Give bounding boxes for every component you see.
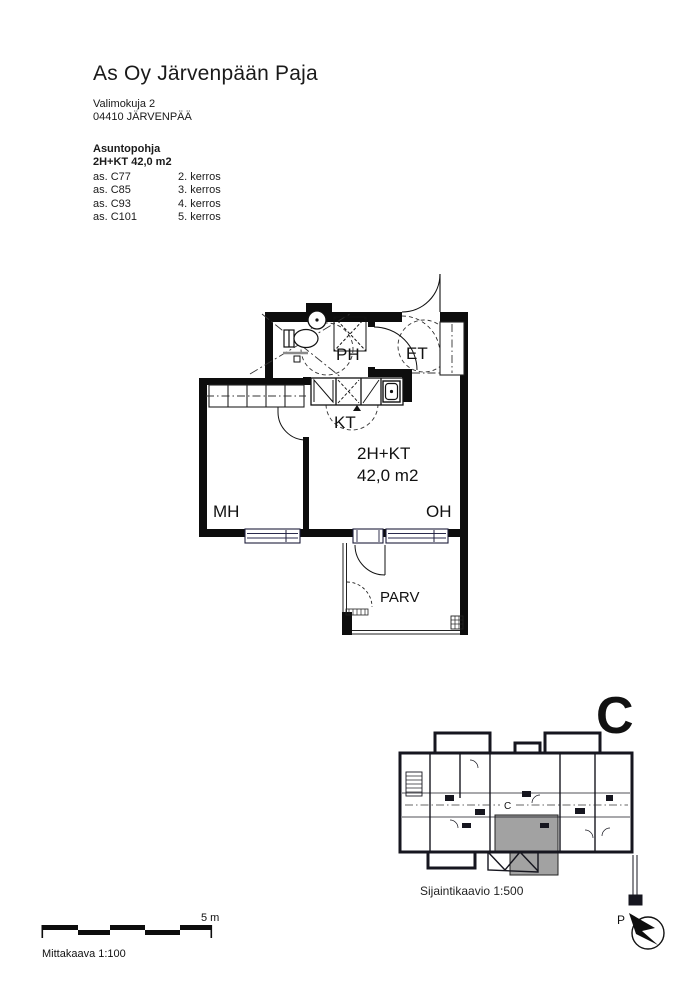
washbasin-icon <box>308 311 326 329</box>
unit-row <box>93 211 221 224</box>
room-label-entry: ET <box>406 344 428 363</box>
floor-plan <box>193 268 478 646</box>
stairwell-marker: C <box>504 801 512 812</box>
scale-bar-segments <box>42 925 213 938</box>
bedroom-window <box>245 529 300 543</box>
north-label: P <box>617 913 626 927</box>
site-diagram <box>385 690 660 915</box>
unit-row <box>93 184 221 197</box>
balcony-door-panel <box>353 529 383 543</box>
room-label-living: OH <box>426 502 452 521</box>
outlet-symbol <box>353 405 361 411</box>
right-wall <box>629 855 642 905</box>
floor-drain-icon <box>294 356 300 362</box>
scale-bar-caption: Mittakaava 1:100 <box>42 948 126 960</box>
area-label: 42,0 m2 <box>357 466 419 485</box>
room-label-bathroom: PH <box>336 345 360 364</box>
section-label: Asuntopohja <box>93 143 161 155</box>
unit-floor: 5. kerros <box>178 211 221 224</box>
unit-floor: 2. kerros <box>178 171 221 183</box>
unit-floor: 3. kerros <box>178 184 221 197</box>
unit-id: as. C93 <box>93 197 131 210</box>
scale-bar <box>38 905 223 960</box>
unit-row <box>93 198 221 211</box>
address-line-1: Valimokuja 2 <box>93 98 156 110</box>
wardrobe-row <box>206 385 306 407</box>
unit-id: as. C85 <box>93 184 131 197</box>
kitchen-counter <box>311 378 403 405</box>
room-label-kitchen: KT <box>334 413 356 432</box>
unit-id: as. C101 <box>93 211 138 224</box>
room-label-balcony: PARV <box>380 589 420 606</box>
entrance-door <box>402 274 440 354</box>
unit-id: as. C77 <box>93 171 131 183</box>
site-diagram-caption: Sijaintikaavio 1:500 <box>420 884 524 898</box>
page-title: As Oy Järvenpään Paja <box>93 62 318 85</box>
room-label-bedroom: MH <box>213 502 240 521</box>
toilet-icon <box>284 330 318 348</box>
apartment-type: 2H+KT 42,0 m2 <box>93 156 172 168</box>
unit-row <box>93 171 221 184</box>
apartment-label: 2H+KT <box>357 444 411 463</box>
building-letter: C <box>596 690 634 745</box>
unit-list <box>93 171 221 225</box>
north-arrow-icon <box>610 900 690 970</box>
balcony-door <box>355 545 385 575</box>
address-line-2: 04410 JÄRVENPÄÄ <box>93 111 192 123</box>
unit-floor: 4. kerros <box>178 197 221 210</box>
scale-length-label: 5 m <box>201 912 220 924</box>
living-room-window <box>386 529 448 543</box>
